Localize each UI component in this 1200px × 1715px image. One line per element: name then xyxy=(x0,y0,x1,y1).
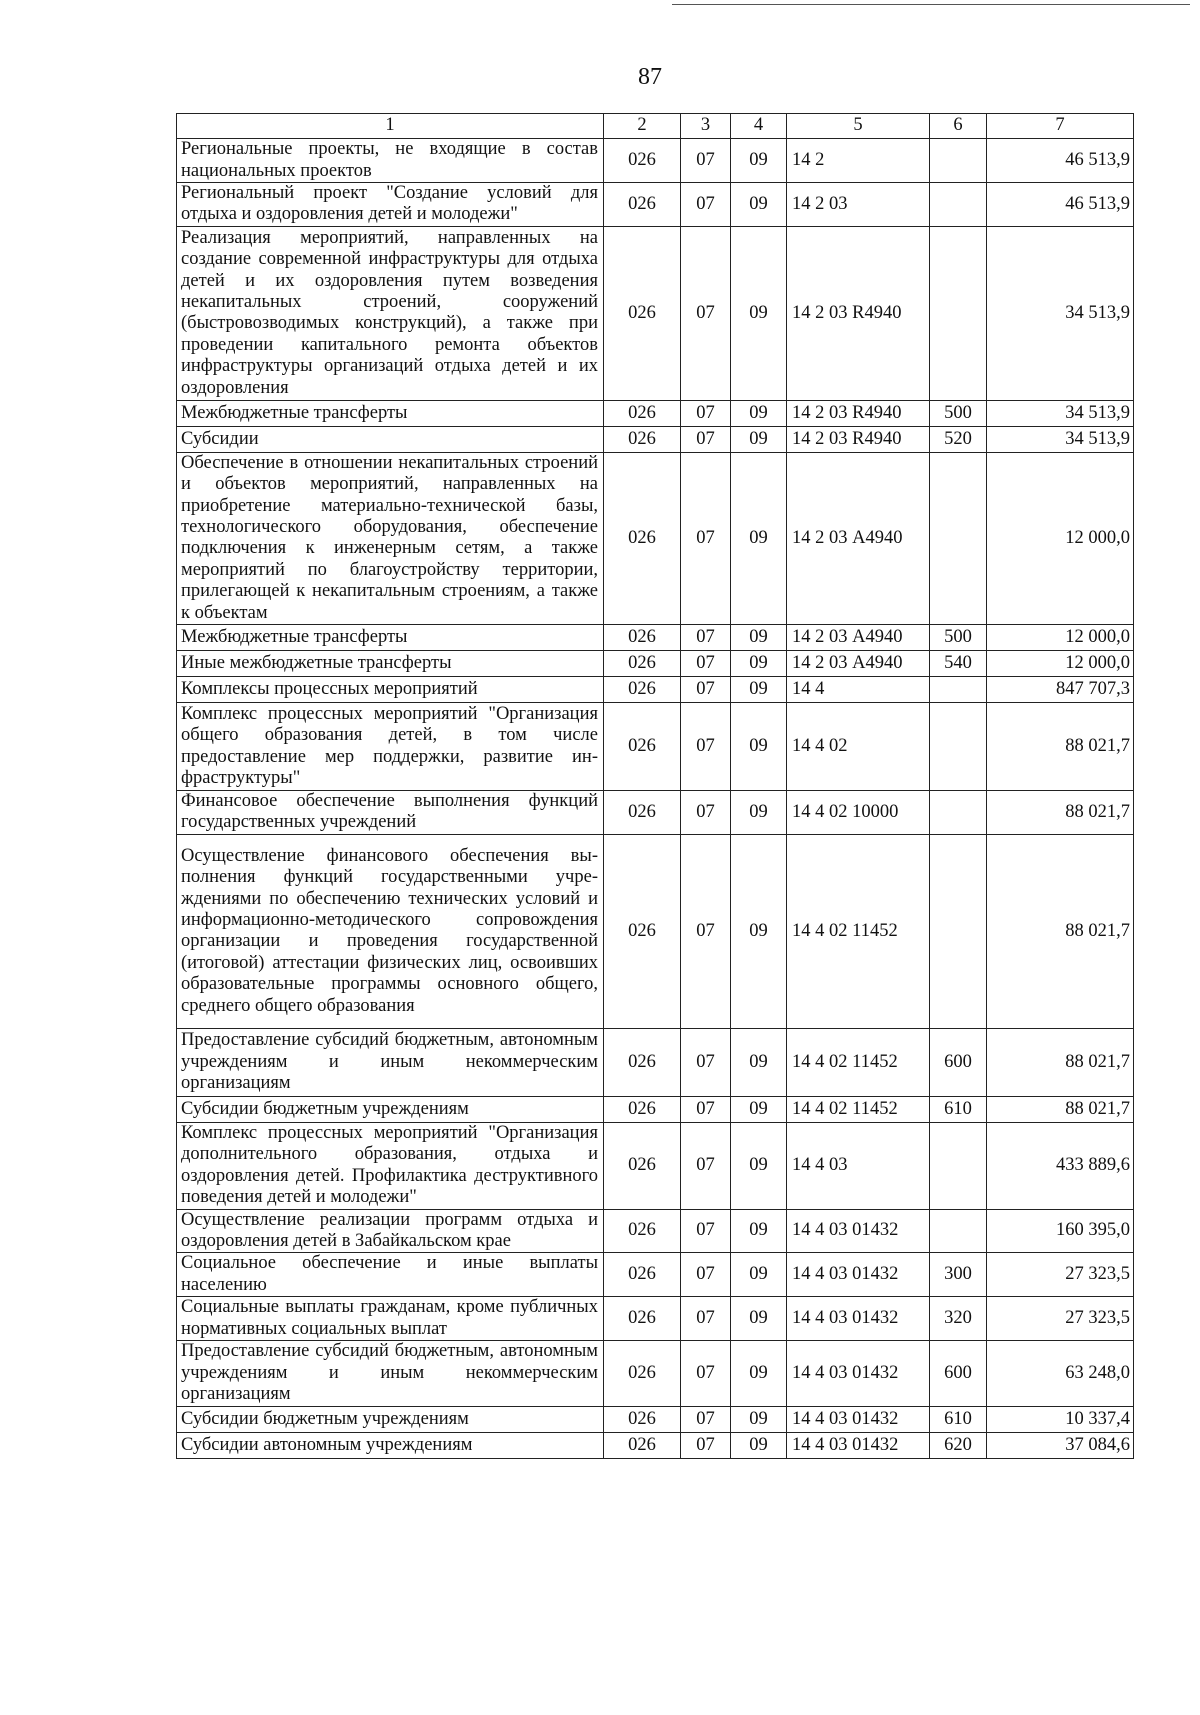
row-section-cell: 07 xyxy=(681,1340,731,1406)
header-cell-7: 7 xyxy=(987,114,1134,139)
row-expense-type-cell xyxy=(930,452,987,624)
row-subsection-cell: 09 xyxy=(731,1297,787,1341)
row-subsection-cell: 09 xyxy=(731,226,787,400)
table-row xyxy=(177,1209,1134,1253)
row-expense-type-cell xyxy=(930,1122,987,1209)
row-target-article-cell: 14 4 02 11452 xyxy=(787,1028,930,1096)
row-section-cell: 07 xyxy=(681,1432,731,1458)
row-subsection-cell: 09 xyxy=(731,791,787,835)
table-row xyxy=(177,1406,1134,1432)
table-row xyxy=(177,834,1134,1028)
row-section-cell: 07 xyxy=(681,703,731,791)
row-amount-cell: 88 021,7 xyxy=(987,791,1134,835)
table-row xyxy=(177,1297,1134,1341)
row-section-cell: 07 xyxy=(681,1028,731,1096)
row-name-cell: Реализация мероприятий, направленных на создание современной инфраструктуры для отдыха детей и их оздоровления путем возведения некапитальных строений, сооружений (быстровозводимых конструкций), а также при проведении капитального ремонта объектов инфраструктуры организаций отдыха детей и их оздоровления xyxy=(177,226,604,400)
row-section-cell: 07 xyxy=(681,452,731,624)
row-expense-type-cell xyxy=(930,139,987,183)
row-amount-cell: 88 021,7 xyxy=(987,1096,1134,1122)
row-name-cell: Региональные проекты, не входящие в состав национальных проектов xyxy=(177,139,604,183)
row-amount-cell: 27 323,5 xyxy=(987,1297,1134,1341)
header-cell-2: 2 xyxy=(604,114,681,139)
row-section-cell: 07 xyxy=(681,1122,731,1209)
row-subsection-cell: 09 xyxy=(731,139,787,183)
row-section-cell: 07 xyxy=(681,400,731,426)
row-target-article-cell: 14 4 xyxy=(787,677,930,703)
table-row xyxy=(177,703,1134,791)
row-target-article-cell: 14 4 02 11452 xyxy=(787,834,930,1028)
header-cell-1: 1 xyxy=(177,114,604,139)
row-target-article-cell: 14 4 03 01432 xyxy=(787,1406,930,1432)
row-target-article-cell: 14 2 xyxy=(787,139,930,183)
header-cell-5: 5 xyxy=(787,114,930,139)
row-name-cell: Региональный проект "Создание условий для отдыха и оздоровления детей и молодежи" xyxy=(177,183,604,227)
row-subsection-cell: 09 xyxy=(731,1432,787,1458)
row-amount-cell: 88 021,7 xyxy=(987,834,1134,1028)
row-target-article-cell: 14 4 02 xyxy=(787,703,930,791)
table-row xyxy=(177,1253,1134,1297)
row-section-cell: 07 xyxy=(681,791,731,835)
row-section-cell: 07 xyxy=(681,1406,731,1432)
table-header-row xyxy=(177,114,1134,139)
row-expense-type-cell xyxy=(930,677,987,703)
row-subsection-cell: 09 xyxy=(731,1340,787,1406)
row-subsection-cell: 09 xyxy=(731,426,787,452)
row-target-article-cell: 14 4 02 11452 xyxy=(787,1096,930,1122)
row-expense-type-cell xyxy=(930,183,987,227)
table-row xyxy=(177,677,1134,703)
row-subsection-cell: 09 xyxy=(731,183,787,227)
row-chapter-cell: 026 xyxy=(604,625,681,651)
row-amount-cell: 34 513,9 xyxy=(987,400,1134,426)
row-name-cell: Субсидии автономным учреждениям xyxy=(177,1432,604,1458)
table-row xyxy=(177,1096,1134,1122)
row-chapter-cell: 026 xyxy=(604,226,681,400)
table-row xyxy=(177,139,1134,183)
row-name-cell: Социальные выплаты гражданам, кроме публичных нормативных социальных выплат xyxy=(177,1297,604,1341)
row-amount-cell: 12 000,0 xyxy=(987,452,1134,624)
row-chapter-cell: 026 xyxy=(604,677,681,703)
row-name-cell: Субсидии xyxy=(177,426,604,452)
row-expense-type-cell xyxy=(930,1209,987,1253)
page-number: 87 xyxy=(638,64,662,90)
row-subsection-cell: 09 xyxy=(731,834,787,1028)
table-row xyxy=(177,625,1134,651)
row-target-article-cell: 14 4 03 01432 xyxy=(787,1340,930,1406)
row-name-cell: Предоставление субсидий бюджетным, автономным учреждениям и иным некоммерческим организациям xyxy=(177,1028,604,1096)
row-name-cell: Субсидии бюджетным учреждениям xyxy=(177,1406,604,1432)
budget-table xyxy=(176,113,1134,1459)
row-amount-cell: 160 395,0 xyxy=(987,1209,1134,1253)
row-target-article-cell: 14 4 03 xyxy=(787,1122,930,1209)
row-amount-cell: 46 513,9 xyxy=(987,183,1134,227)
row-target-article-cell: 14 2 03 А4940 xyxy=(787,625,930,651)
row-expense-type-cell xyxy=(930,703,987,791)
row-subsection-cell: 09 xyxy=(731,625,787,651)
row-name-cell: Социальное обеспечение и иные выплаты населению xyxy=(177,1253,604,1297)
row-amount-cell: 34 513,9 xyxy=(987,426,1134,452)
table-row xyxy=(177,791,1134,835)
table-row xyxy=(177,426,1134,452)
row-chapter-cell: 026 xyxy=(604,1209,681,1253)
row-expense-type-cell: 600 xyxy=(930,1340,987,1406)
row-amount-cell: 12 000,0 xyxy=(987,625,1134,651)
scan-top-line xyxy=(672,4,1190,5)
row-target-article-cell: 14 2 03 R4940 xyxy=(787,226,930,400)
row-subsection-cell: 09 xyxy=(731,651,787,677)
row-target-article-cell: 14 4 03 01432 xyxy=(787,1432,930,1458)
row-subsection-cell: 09 xyxy=(731,703,787,791)
table-row xyxy=(177,1028,1134,1096)
row-amount-cell: 27 323,5 xyxy=(987,1253,1134,1297)
table-row xyxy=(177,400,1134,426)
row-target-article-cell: 14 2 03 R4940 xyxy=(787,400,930,426)
row-chapter-cell: 026 xyxy=(604,703,681,791)
row-expense-type-cell xyxy=(930,834,987,1028)
row-expense-type-cell: 500 xyxy=(930,625,987,651)
row-target-article-cell: 14 2 03 xyxy=(787,183,930,227)
row-name-cell: Комплексы процессных мероприятий xyxy=(177,677,604,703)
row-target-article-cell: 14 2 03 R4940 xyxy=(787,426,930,452)
row-chapter-cell: 026 xyxy=(604,1096,681,1122)
row-name-cell: Субсидии бюджетным учреждениям xyxy=(177,1096,604,1122)
row-chapter-cell: 026 xyxy=(604,183,681,227)
row-section-cell: 07 xyxy=(681,834,731,1028)
row-expense-type-cell xyxy=(930,226,987,400)
row-chapter-cell: 026 xyxy=(604,1297,681,1341)
row-chapter-cell: 026 xyxy=(604,1122,681,1209)
row-target-article-cell: 14 4 02 10000 xyxy=(787,791,930,835)
row-name-cell: Осуществление финансового обеспечения выполнения функций государственными учреждениями по обеспечению технических условий и информационно-методического сопровождения организации и проведения государственной (итоговой) аттестации физических лиц, освоивших образовательные программы основного общего, среднего общего образования xyxy=(177,834,604,1028)
row-subsection-cell: 09 xyxy=(731,677,787,703)
header-cell-3: 3 xyxy=(681,114,731,139)
row-chapter-cell: 026 xyxy=(604,1406,681,1432)
row-expense-type-cell: 300 xyxy=(930,1253,987,1297)
row-amount-cell: 433 889,6 xyxy=(987,1122,1134,1209)
row-subsection-cell: 09 xyxy=(731,1122,787,1209)
row-section-cell: 07 xyxy=(681,1096,731,1122)
row-amount-cell: 88 021,7 xyxy=(987,703,1134,791)
table-row xyxy=(177,651,1134,677)
row-chapter-cell: 026 xyxy=(604,452,681,624)
row-subsection-cell: 09 xyxy=(731,1253,787,1297)
row-subsection-cell: 09 xyxy=(731,452,787,624)
row-amount-cell: 88 021,7 xyxy=(987,1028,1134,1096)
row-amount-cell: 10 337,4 xyxy=(987,1406,1134,1432)
row-name-cell: Финансовое обеспечение выполнения функций государственных учреждений xyxy=(177,791,604,835)
row-expense-type-cell xyxy=(930,791,987,835)
row-target-article-cell: 14 4 03 01432 xyxy=(787,1253,930,1297)
row-section-cell: 07 xyxy=(681,1297,731,1341)
header-cell-4: 4 xyxy=(731,114,787,139)
row-amount-cell: 847 707,3 xyxy=(987,677,1134,703)
table-row xyxy=(177,1122,1134,1209)
row-chapter-cell: 026 xyxy=(604,139,681,183)
row-amount-cell: 46 513,9 xyxy=(987,139,1134,183)
row-chapter-cell: 026 xyxy=(604,791,681,835)
row-chapter-cell: 026 xyxy=(604,834,681,1028)
row-name-cell: Иные межбюджетные трансферты xyxy=(177,651,604,677)
table-row xyxy=(177,1340,1134,1406)
table-row xyxy=(177,183,1134,227)
row-target-article-cell: 14 2 03 А4940 xyxy=(787,452,930,624)
row-chapter-cell: 026 xyxy=(604,1432,681,1458)
row-name-cell: Обеспечение в отношении некапитальных строений и объектов мероприятий, направленных на приобретение материально-технической базы, технологического оборудования, обеспечение подключения к инженерным сетям, а также мероприятий по благоустройству территории, прилегающей к некапитальным строениям, а также к объектам xyxy=(177,452,604,624)
row-name-cell: Предоставление субсидий бюджетным, автономным учреждениям и иным некоммерческим организациям xyxy=(177,1340,604,1406)
row-section-cell: 07 xyxy=(681,426,731,452)
row-name-cell: Межбюджетные трансферты xyxy=(177,400,604,426)
row-subsection-cell: 09 xyxy=(731,1028,787,1096)
row-chapter-cell: 026 xyxy=(604,426,681,452)
row-expense-type-cell: 610 xyxy=(930,1406,987,1432)
row-chapter-cell: 026 xyxy=(604,1253,681,1297)
row-chapter-cell: 026 xyxy=(604,400,681,426)
row-section-cell: 07 xyxy=(681,139,731,183)
row-expense-type-cell: 620 xyxy=(930,1432,987,1458)
table-row xyxy=(177,226,1134,400)
row-expense-type-cell: 610 xyxy=(930,1096,987,1122)
row-subsection-cell: 09 xyxy=(731,400,787,426)
row-name-cell: Комплекс процессных мероприятий "Организация общего образования детей, в том числе предоставление мер поддержки, развитие инфраструктуры" xyxy=(177,703,604,791)
row-name-cell: Комплекс процессных мероприятий "Организация дополнительного образования, отдыха и оздоровления детей. Профилактика деструктивного поведения детей и молодежи" xyxy=(177,1122,604,1209)
row-name-cell: Межбюджетные трансферты xyxy=(177,625,604,651)
row-section-cell: 07 xyxy=(681,1253,731,1297)
row-name-cell: Осуществление реализации программ отдыха и оздоровления детей в Забайкальском крае xyxy=(177,1209,604,1253)
row-chapter-cell: 026 xyxy=(604,1028,681,1096)
row-chapter-cell: 026 xyxy=(604,1340,681,1406)
row-section-cell: 07 xyxy=(681,677,731,703)
row-expense-type-cell: 500 xyxy=(930,400,987,426)
row-expense-type-cell: 320 xyxy=(930,1297,987,1341)
row-subsection-cell: 09 xyxy=(731,1406,787,1432)
row-amount-cell: 34 513,9 xyxy=(987,226,1134,400)
row-section-cell: 07 xyxy=(681,226,731,400)
row-section-cell: 07 xyxy=(681,625,731,651)
row-amount-cell: 37 084,6 xyxy=(987,1432,1134,1458)
row-expense-type-cell: 600 xyxy=(930,1028,987,1096)
row-expense-type-cell: 520 xyxy=(930,426,987,452)
table-row xyxy=(177,1432,1134,1458)
row-chapter-cell: 026 xyxy=(604,651,681,677)
row-section-cell: 07 xyxy=(681,651,731,677)
table-row xyxy=(177,452,1134,624)
row-subsection-cell: 09 xyxy=(731,1209,787,1253)
row-amount-cell: 12 000,0 xyxy=(987,651,1134,677)
row-target-article-cell: 14 2 03 А4940 xyxy=(787,651,930,677)
row-target-article-cell: 14 4 03 01432 xyxy=(787,1297,930,1341)
header-cell-6: 6 xyxy=(930,114,987,139)
row-section-cell: 07 xyxy=(681,183,731,227)
row-subsection-cell: 09 xyxy=(731,1096,787,1122)
row-expense-type-cell: 540 xyxy=(930,651,987,677)
row-amount-cell: 63 248,0 xyxy=(987,1340,1134,1406)
row-section-cell: 07 xyxy=(681,1209,731,1253)
row-target-article-cell: 14 4 03 01432 xyxy=(787,1209,930,1253)
